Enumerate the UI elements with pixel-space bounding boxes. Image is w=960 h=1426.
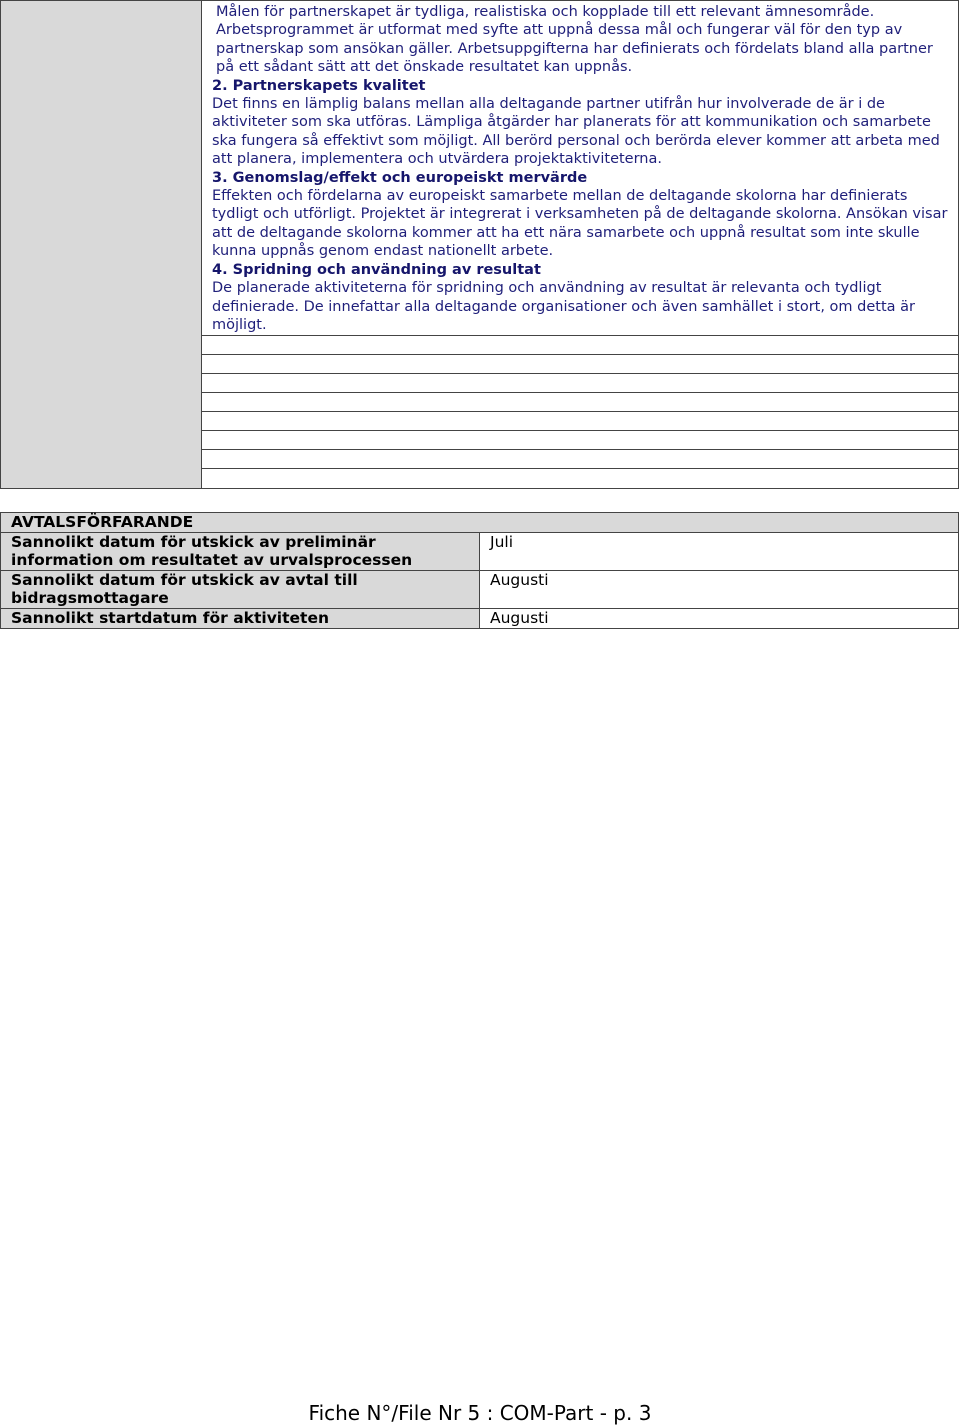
empty-row: [202, 355, 959, 374]
criteria-intro-line-1: Målen för partnerskapet är tydliga, realistiska och kopplade till ett relevant ämnesområde.: [216, 4, 875, 20]
page-footer: [0, 1401, 960, 1425]
empty-row: [202, 336, 959, 355]
footer-text: Fiche N°/File Nr 5 : COM-Part - p. 3: [308, 1401, 652, 1425]
procedure-row-label: Sannolikt startdatum för aktiviteten: [1, 608, 480, 628]
criteria-heading-2: 2. Partnerskapets kvalitet: [212, 77, 426, 94]
criteria-text-cell: [202, 1, 959, 336]
criteria-body-4: De planerade aktiviteterna för spridning och användning av resultat är relevanta och tydligt definierade. De innefattar alla deltagande organisationer och även samhället i stort, om detta är möjligt.: [212, 280, 915, 333]
empty-row: [202, 431, 959, 450]
procedure-row-label: Sannolikt datum för utskick av preliminär information om resultatet av urvalsprocessen: [1, 532, 480, 570]
criteria-body-2: Det finns en lämplig balans mellan alla deltagande partner utifrån hur involverade de är i de aktiviteter som ska utföras. Lämpliga åtgärder har planerats för att kommunikation och samarbete ska fungera så effektivt som möjligt. All berörd personal och berörda elever kommer att arbeta med att planera, implementera och utvärdera projektaktiviteterna.: [212, 96, 940, 168]
procedure-row-value: Augusti: [480, 608, 959, 628]
procedure-row-label: Sannolikt datum för utskick av avtal till bidragsmottagare: [1, 570, 480, 608]
empty-row: [202, 469, 959, 489]
criteria-table: [0, 0, 959, 489]
empty-row: [202, 393, 959, 412]
empty-row: [202, 374, 959, 393]
criteria-intro-line-2: Arbetsprogrammet är utformat med syfte att uppnå dessa mål och fungerar väl för den typ av partnerskap som ansökan gäller. Arbetsuppgifterna har definierats och fördelats bland alla partner på ett sådant sätt att det önskade resultatet kan uppnås.: [216, 22, 933, 76]
procedure-row-value: Juli: [480, 532, 959, 570]
criteria-heading-4: 4. Spridning och användning av resultat: [212, 261, 541, 278]
empty-row: [202, 450, 959, 469]
criteria-gray-column: [1, 1, 202, 489]
criteria-heading-3: 3. Genomslag/effekt och europeiskt mervärde: [212, 169, 588, 186]
procedure-table: [0, 512, 959, 629]
procedure-title: AVTALSFÖRFARANDE: [1, 513, 959, 533]
procedure-row-value: Augusti: [480, 570, 959, 608]
empty-row: [202, 412, 959, 431]
criteria-body-3: Effekten och fördelarna av europeiskt samarbete mellan de deltagande skolorna har definierats tydligt och utförligt. Projektet är integrerat i verksamheten på de deltagande skolorna. Ansökan visar att de deltagande skolorna kommer att ha ett nära samarbete och uppnå resultat som inte skulle kunna uppnås genom endast nationellt arbete.: [212, 188, 948, 260]
